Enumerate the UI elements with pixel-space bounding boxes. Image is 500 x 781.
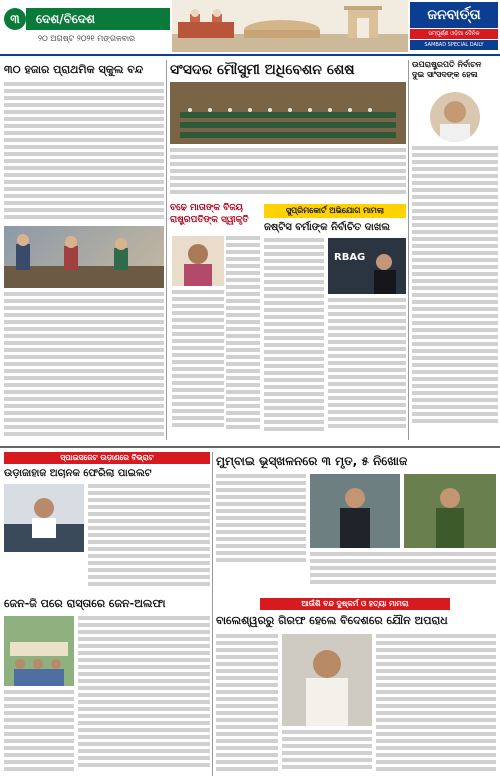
photo-justice-event	[328, 238, 406, 294]
photo-politician-portrait	[430, 92, 480, 142]
headline-parliament: ସଂସଦର ମୌସୁମୀ ଅଧିବେଶନ ଶେଷ	[170, 62, 355, 78]
headline-president: ବଢେ ମାତାଙ୍କ ବିଜୟ ରାଷ୍ଟ୍ରପତିଙ୍କ ସ୍ୱୀକୃତି	[170, 203, 249, 225]
headline-primary-school: ୩୦ ହଜାର ପ୍ରାଥମିକ ସ୍କୁଲ ବନ୍ଦ	[4, 63, 144, 76]
photo-accused	[282, 634, 372, 726]
headline-mumbai: ମୁମ୍ବାଇ ଭୂସ୍ଖଳନରେ ୩ ମୃତ, ୫ ନିଖୋଜ	[216, 454, 408, 468]
photo-parliament-session	[170, 82, 406, 144]
article-body-hazard-cont	[376, 634, 496, 776]
article-body-justice-cont	[328, 298, 406, 438]
photo-classroom	[4, 226, 164, 288]
brand-tagline: ସମ୍ପୂର୍ଣ୍ଣ ଓଡ଼ିଆ ଦୈନିକ	[410, 29, 498, 39]
article-body-primary-school	[4, 82, 164, 222]
article-body-parliament	[170, 148, 406, 198]
dateline: ୨୦ ଅଗଷ୍ଟ ୨୦୨୧ ମଙ୍ଗଳବାର	[38, 34, 136, 43]
photo-students-protest	[4, 616, 74, 686]
brand-name: ଜନବାର୍ତ୍ତା	[410, 2, 498, 28]
article-body-mumbai	[216, 474, 306, 568]
masthead-rule	[0, 54, 500, 56]
kicker-flight: ସ୍ପାଇସଜେଟ ଉଡ଼ାଣରେ ବିଭ୍ରାଟ	[4, 452, 210, 464]
article-body-flight	[88, 484, 210, 592]
headline-justice: ଜଷ୍ଟିସ ବର୍ମାଙ୍କ ନିର୍ବାଚିତ ଦାଖଲ	[264, 222, 391, 233]
article-body-hazard	[216, 634, 278, 776]
photo-backdrop-text: RBAG	[334, 252, 366, 263]
article-body-genz	[78, 616, 210, 776]
page-number: ୩	[4, 8, 26, 30]
article-body-genz-cont	[4, 690, 74, 776]
section-title: ଦେଶ/ବିଦେଶ	[26, 8, 170, 30]
headline-flight: ଉଡ଼ାଜାହାଜ ଅଚାନକ ଫେରିଲା ପାଇଲଟ	[4, 468, 152, 479]
article-body-primary-school-cont	[4, 292, 164, 442]
kicker-hazard: ଆଉଁଶି ବନ୍ଦ ଦୁଷ୍କର୍ମ ଓ ହତ୍ୟା ମାମଲା	[260, 598, 450, 610]
headline-genz: ଜେନ-ଜି ପରେ ରାସ୍ତାରେ ଜେନ-ଅଲଫା	[4, 597, 166, 610]
headline-sidebar: ଉପରାଷ୍ଟ୍ରପତି ନିର୍ବାଚନ ଦୁଇ ସାଂସଦଙ୍କ ହେଳା	[412, 60, 482, 79]
article-body-sidebar	[412, 146, 498, 436]
article-body-president-cont	[172, 290, 224, 436]
photo-president	[172, 236, 224, 286]
monuments-illustration	[172, 0, 408, 52]
column-rule	[166, 60, 167, 440]
column-rule	[212, 452, 213, 776]
article-body-hazard-bottom	[282, 730, 372, 776]
section-divider	[0, 446, 500, 448]
photo-mumbai-person	[310, 474, 400, 548]
column-rule	[408, 60, 409, 440]
brand-tagline-english: SAMBAD SPECIAL DAILY	[410, 40, 498, 50]
kicker-justice: ସୁପ୍ରିମକୋର୍ଟ ଅଭିଯୋଗ ମାମଲା	[264, 204, 406, 218]
article-body-mumbai-cont	[310, 552, 496, 592]
photo-mumbai-rescue	[404, 474, 496, 548]
masthead	[0, 0, 500, 52]
newspaper-brand	[410, 2, 498, 50]
article-body-justice	[264, 238, 324, 438]
photo-cockpit	[4, 484, 84, 552]
headline-hazard: ବାଲେଶ୍ୱରରୁ ଗିରଫ ହେଲେ ବିଦେଶରେ ଯୌନ ଅପରାଧ	[216, 614, 448, 627]
article-body-president	[226, 236, 260, 436]
